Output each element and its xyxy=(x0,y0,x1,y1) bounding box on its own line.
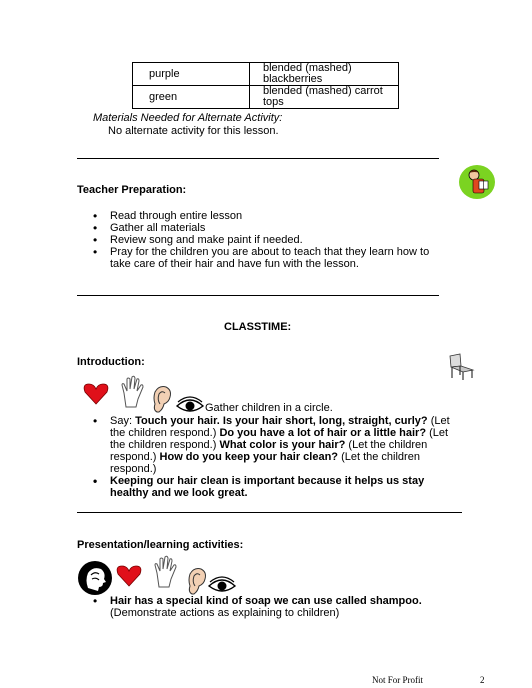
teacher-reading-icon xyxy=(458,164,496,203)
demonstrate-note: (Demonstrate actions as explaining to children) xyxy=(110,607,340,619)
list-item: • Gather all materials xyxy=(93,222,443,234)
say-prefix: Say: xyxy=(110,415,136,427)
response-note: (Let the children respond.) xyxy=(110,427,449,451)
classtime-heading: CLASSTIME: xyxy=(224,321,292,333)
list-item xyxy=(93,595,483,619)
list-item: • Keeping our hair clean is important because it helps us stay healthy and we look great. xyxy=(93,475,453,499)
hand-icon xyxy=(120,375,148,412)
question-text: How do you keep your hair clean? xyxy=(159,451,339,463)
page-number: 2 xyxy=(480,675,485,685)
alternate-activity-text: No alternate activity for this lesson. xyxy=(108,125,279,137)
list-item xyxy=(93,415,453,475)
heart-icon xyxy=(83,382,109,409)
response-note: (Let the children respond.) xyxy=(110,415,450,439)
table-cell-color: purple xyxy=(133,63,250,86)
table-row xyxy=(133,63,399,86)
hand-icon xyxy=(153,555,181,592)
alternate-activity-title: Materials Needed for Alternate Activity: xyxy=(93,112,283,124)
question-text: What color is your hair? xyxy=(219,439,346,451)
heart-icon xyxy=(116,564,142,591)
presentation-list xyxy=(93,595,483,619)
divider xyxy=(77,295,439,296)
table-cell-ingredient: blended (mashed) blackberries xyxy=(250,63,399,86)
table-cell-ingredient: blended (mashed) carrot tops xyxy=(250,86,399,109)
list-item: • Pray for the children you are about to teach that they learn how to take care of their hair and have fun with the lesson. xyxy=(93,246,443,270)
list-item: • Review song and make paint if needed. xyxy=(93,234,443,246)
response-note: (Let the children respond.) xyxy=(110,451,420,475)
gather-text: Gather children in a circle. xyxy=(205,402,333,414)
divider xyxy=(77,512,462,513)
question-text: Touch your hair. Is your hair short, long, straight, curly? xyxy=(135,415,428,427)
introduction-list xyxy=(93,415,453,499)
ear-icon xyxy=(151,384,173,417)
footer-label: Not For Profit xyxy=(372,675,424,685)
shampoo-statement: Hair has a special kind of soap we can use called shampoo. xyxy=(110,595,422,607)
question-text: Do you have a lot of hair or a little hair? xyxy=(219,427,427,439)
chair-icon xyxy=(446,352,476,385)
eye-icon xyxy=(207,576,237,597)
teacher-prep-list xyxy=(93,210,443,270)
teacher-prep-heading: Teacher Preparation: xyxy=(77,184,187,196)
presentation-heading: Presentation/learning activities: xyxy=(77,539,244,551)
eye-icon xyxy=(175,396,205,417)
list-item: • Read through entire lesson xyxy=(93,210,443,222)
introduction-heading: Introduction: xyxy=(77,356,145,368)
response-note: (Let the children respond.) xyxy=(110,439,428,463)
materials-table xyxy=(132,62,399,109)
divider xyxy=(77,158,439,159)
table-row xyxy=(133,86,399,109)
table-cell-color: green xyxy=(133,86,250,109)
